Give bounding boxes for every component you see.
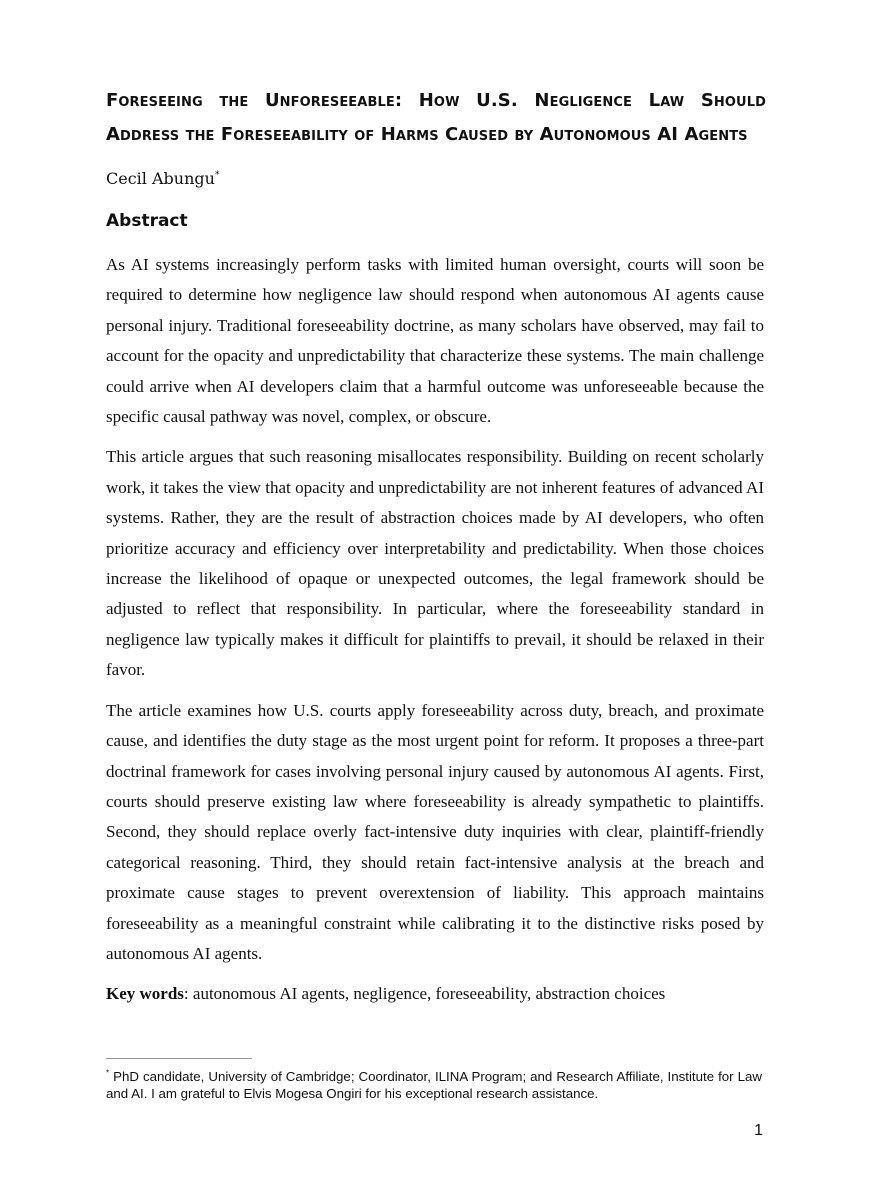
abstract-body xyxy=(106,250,764,1020)
author-footnote-marker[interactable]: * xyxy=(214,170,220,181)
abstract-paragraph-2: This article argues that such reasoning misallocates responsibility. Building on recent scholarly work, it takes the view that opacity and unpredictability are not inherent features of advanced AI systems. Rather, they are the result of abstraction choices made by AI developers, who often prioritize accuracy and efficiency over interpretability and predictability. When those choices increase the likelihood of opaque or unexpected outcomes, the legal framework should be adjusted to reflect that responsibility. In particular, where the foreseeability standard in negligence law typically makes it difficult for plaintiffs to prevail, it should be relaxed in their favor. xyxy=(106,447,764,680)
footnote-marker: * xyxy=(106,1068,110,1078)
author-name-text: Cecil Abungu xyxy=(106,169,215,188)
paper-title xyxy=(106,84,766,152)
abstract-heading: Abstract xyxy=(106,211,188,231)
keywords-label: Key words xyxy=(106,984,184,1004)
footnote-text: PhD candidate, University of Cambridge; Coordinator, ILINA Program; and Research Affiliate, Institute for Law and AI. I am grateful to Elvis Mogesa Ongiri for his exceptional research assistance. xyxy=(106,1069,762,1101)
page-number: 1 xyxy=(754,1122,763,1139)
paper-title-line-1: Foreseeing the Unforeseeable: How U.S. Negligence Law Should xyxy=(106,90,766,111)
abstract-paragraph-3: The article examines how U.S. courts apply foreseeability across duty, breach, and proximate cause, and identifies the duty stage as the most urgent point for reform. It proposes a three-part doctrinal framework for cases involving personal injury caused by autonomous AI agents. First, courts should preserve existing law where foreseeability is already sympathetic to plaintiffs. Second, they should replace overly fact-intensive duty inquiries with clear, plaintiff-friendly categorical reasoning. Third, they should retain fact-intensive analysis at the breach and proximate cause stages to prevent overextension of liability. This approach maintains foreseeability as a meaningful constraint while calibrating it to the distinctive risks posed by autonomous AI agents. xyxy=(106,700,764,963)
footnote xyxy=(106,1068,762,1102)
keywords-list: : autonomous AI agents, negligence, foreseeability, abstraction choices xyxy=(183,984,666,1004)
abstract-paragraph-1: As AI systems increasingly perform tasks with limited human oversight, courts will soon be required to determine how negligence law should respond when autonomous AI agents cause personal injury. Traditional foreseeability doctrine, as many scholars have observed, may fail to account for the opacity and unpredictability that characterize these systems. The main challenge could arrive when AI developers claim that a harmful outcome was unforeseeable because the specific causal pathway was novel, complex, or obscure. xyxy=(106,255,764,427)
keywords-line xyxy=(106,979,764,1009)
author-name xyxy=(106,168,219,190)
footnote-divider xyxy=(106,1058,252,1059)
paper-title-line-2: Address the Foreseeability of Harms Caused by Autonomous AI Agents xyxy=(106,124,748,145)
